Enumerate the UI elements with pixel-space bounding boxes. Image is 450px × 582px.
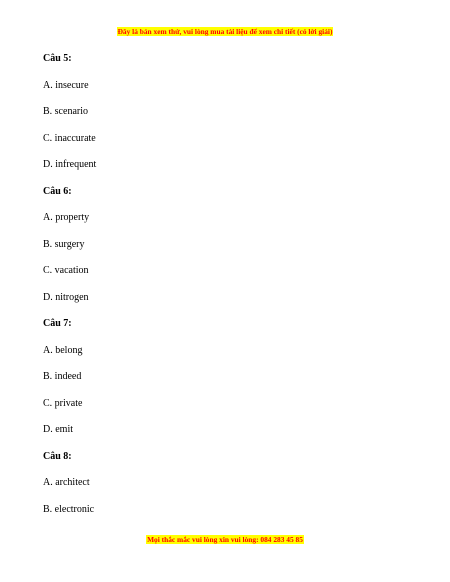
answer-option-b: B. electronic bbox=[43, 503, 95, 515]
contact-notice-banner bbox=[0, 535, 450, 545]
question-8 bbox=[43, 450, 423, 516]
answer-option-b: B. scenario bbox=[43, 106, 88, 117]
question-5 bbox=[43, 52, 423, 171]
answer-option-a: A. insecure bbox=[43, 79, 89, 91]
answer-option-a: A. property bbox=[43, 212, 90, 223]
answer-option-b: B. surgery bbox=[43, 238, 85, 250]
answer-option-c: C. vacation bbox=[43, 265, 89, 276]
answer-option-d: D. infrequent bbox=[43, 159, 97, 170]
question-7 bbox=[43, 317, 423, 436]
answer-option-a: A. architect bbox=[43, 477, 90, 488]
answer-option-c: C. inaccurate bbox=[43, 132, 96, 144]
question-6 bbox=[43, 185, 423, 304]
answer-option-b: B. indeed bbox=[43, 371, 82, 382]
contact-notice-text: Mọi thắc mắc vui lòng xin vui lòng: 084 283 45 85 bbox=[147, 535, 303, 544]
question-title: Câu 5: bbox=[43, 53, 72, 64]
answer-option-c: C. private bbox=[43, 397, 83, 409]
question-title: Câu 6: bbox=[43, 185, 72, 197]
document-body bbox=[43, 52, 423, 529]
question-title: Câu 7: bbox=[43, 318, 72, 329]
question-title: Câu 8: bbox=[43, 450, 72, 462]
answer-option-d: D. nitrogen bbox=[43, 291, 89, 303]
answer-option-a: A. belong bbox=[43, 344, 83, 356]
preview-notice-text: Đây là bản xem thử, vui lòng mua tài liệu để xem chi tiết (có lời giải) bbox=[117, 27, 333, 36]
answer-option-d: D. emit bbox=[43, 424, 73, 435]
preview-notice-banner bbox=[0, 27, 450, 37]
